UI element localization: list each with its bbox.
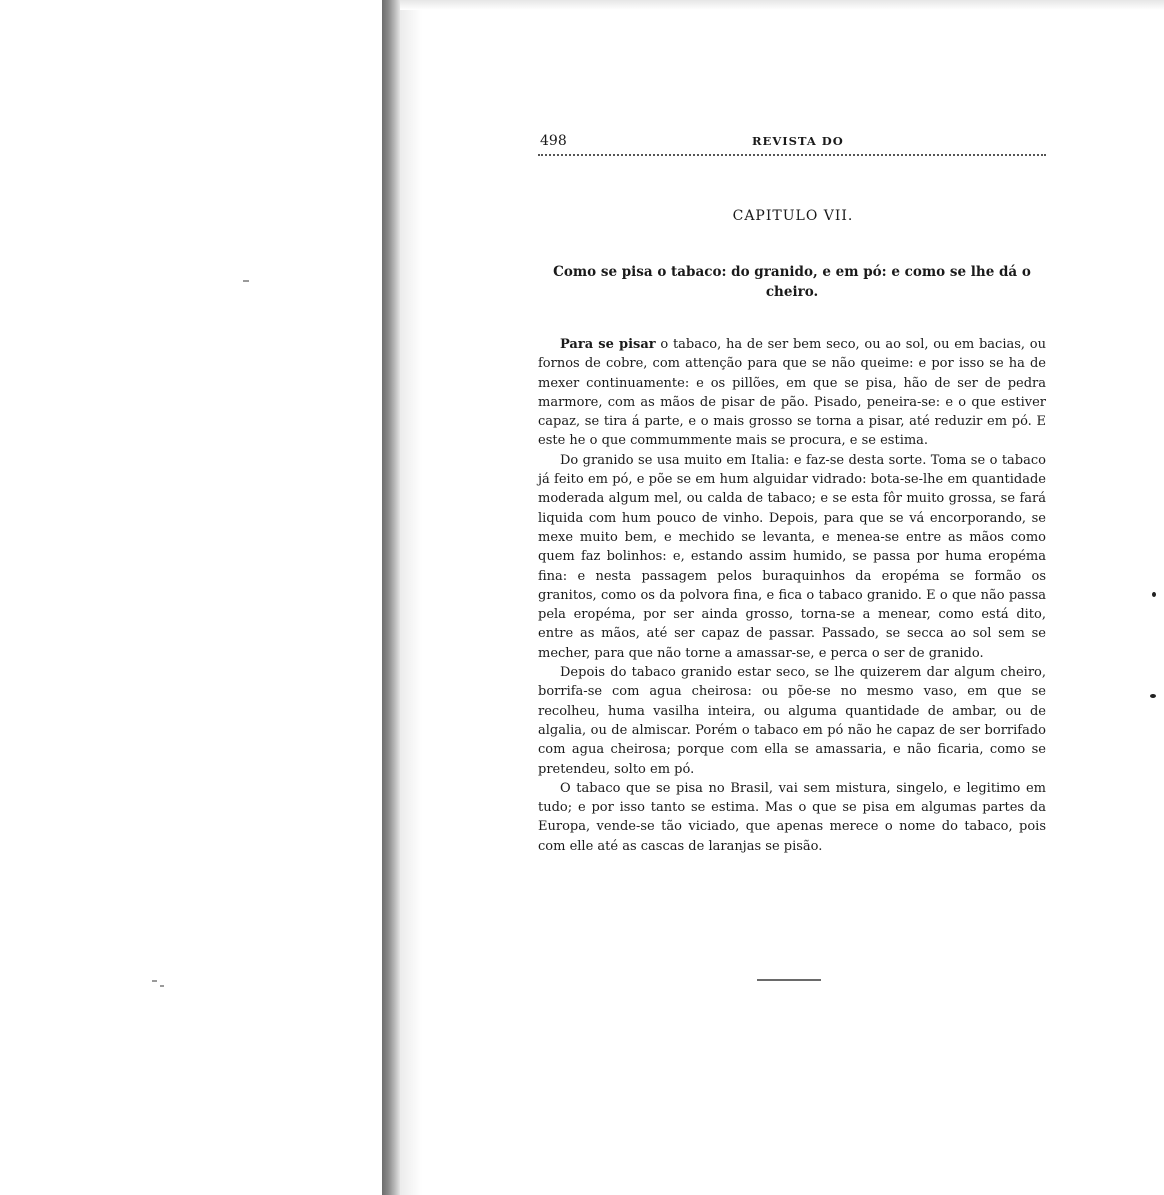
book-gutter xyxy=(382,0,400,1195)
scan-speck xyxy=(243,280,249,282)
paragraph xyxy=(538,663,1046,779)
end-rule xyxy=(757,979,821,981)
header-rule xyxy=(538,154,1046,156)
paragraph xyxy=(538,779,1046,856)
chapter-subtitle: Como se pisa o tabaco: do granido, e em pó: e como se lhe dá o cheiro. xyxy=(553,264,1031,300)
paragraph xyxy=(538,451,1046,663)
paragraph-text: Depois do tabaco granido estar seco, se lhe quizerem dar algum cheiro, borrifa-se com agua cheirosa: ou põe-se no mesmo vaso, em que se recolheu, huma vasilha inteira, ou alguma quantidade de ambar, ou de algalia, ou de almiscar. Porém o tabaco em pó não he capaz de ser borrifado com agua cheirosa; porque com ella se amassaria, e não ficaria, como se pretendeu, solto em pó. xyxy=(538,665,1046,777)
paragraph xyxy=(538,335,1046,451)
scan-speck xyxy=(152,980,157,982)
paragraph-text: Do granido se usa muito em Italia: e faz-se desta sorte. Toma se o tabaco já feito em pó, e põe se em hum alguidar vidrado: bota-se-lhe em quantidade moderada algum mel, ou calda de tabaco; e se esta fôr muito grossa, se fará liquida com hum pouco de vinho. Depois, para que se vá encorporando, se mexe muito bem, e mechido se levanta, e menea-se entre as mãos como quem faz bolinhos: e, estando assim humido, se passa por huma eropéma fina: e nesta passagem pelos buraquinhos da eropéma se formão os granitos, como os da polvora fina, e fica o tabaco granido. E o que não passa pela eropéma, por ser ainda grosso, torna-se a menear, como está dito, entre as mãos, até ser capaz de passar. Passado, se secca ao sol sem se mecher, para que não torne a amassar-se, e perca o ser de granido. xyxy=(538,452,1046,661)
left-facing-page xyxy=(0,0,382,1195)
running-head xyxy=(540,133,1046,151)
scan-speck xyxy=(160,985,164,987)
page-number: 498 xyxy=(540,133,567,149)
body-text xyxy=(538,335,1046,856)
running-title: REVISTA DO xyxy=(752,134,844,148)
paragraph-text: o tabaco, ha de ser bem seco, ou ao sol, ou em bacias, ou fornos de cobre, com attenção para que se não queime: e por isso se ha de mexer continuamente: e os pillões, em que se pisa, hão de ser de pedra marmore, com as mãos de pisar de pão. Pisado, peneira-se: e o que estiver capaz, se tira á parte, e o mais grosso se torna a pisar, até reduzir em pó. E este he o que commummente mais se procura, e se estima. xyxy=(538,337,1046,449)
scan-dot xyxy=(1150,694,1156,698)
chapter-title: CAPITULO VII. xyxy=(732,208,854,224)
paragraph-lead: Para se pisar xyxy=(560,337,656,352)
paragraph-text: O tabaco que se pisa no Brasil, vai sem mistura, singelo, e legitimo em tudo; e por isso tanto se estima. Mas o que se pisa em algumas partes da Europa, vende-se tão viciado, que apenas merece o nome do tabaco, pois com elle até as cascas de laranjas se pisão. xyxy=(538,780,1046,854)
scan-dot xyxy=(1152,592,1156,597)
